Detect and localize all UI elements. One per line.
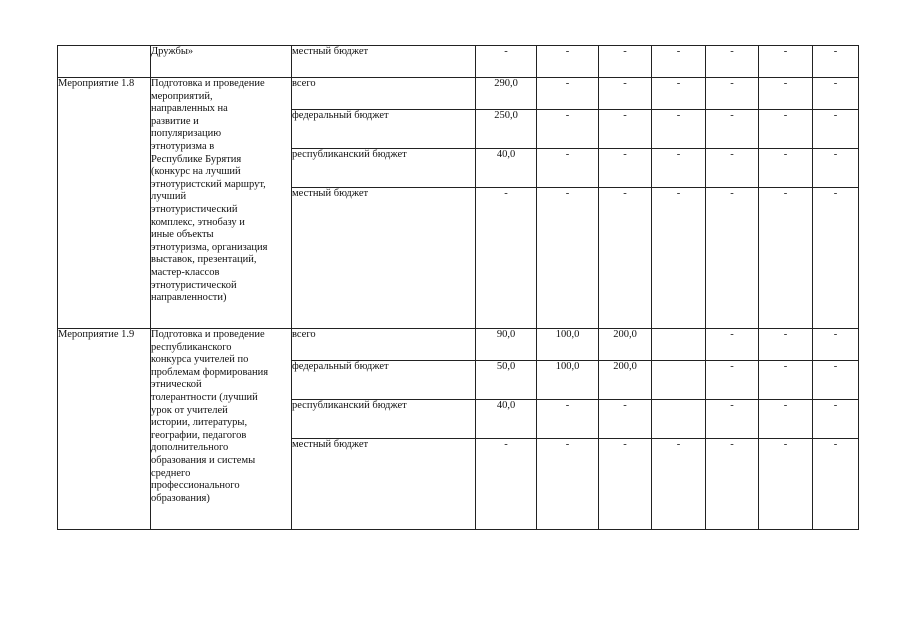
measure-name-cell xyxy=(151,329,292,530)
value-cell: 250,0 xyxy=(476,110,537,149)
measure-id-cell: Мероприятие 1.8 xyxy=(58,78,151,329)
funding-source-cell: республиканский бюджет xyxy=(292,149,476,188)
value-cell: - xyxy=(706,361,759,400)
funding-source-cell: всего xyxy=(292,78,476,110)
value-cell: - xyxy=(759,400,813,439)
measure-name-line: мастер-классов xyxy=(151,266,220,278)
measure-name-line: Республике Бурятия xyxy=(151,153,242,165)
table-row xyxy=(58,78,859,110)
value-cell: - xyxy=(759,149,813,188)
measure-name-line: этнотуристический xyxy=(151,203,238,215)
value-cell: - xyxy=(706,46,759,78)
value-cell: - xyxy=(537,400,599,439)
measure-id-cell xyxy=(58,46,151,78)
value-cell: 40,0 xyxy=(476,400,537,439)
value-cell: - xyxy=(759,329,813,361)
measure-name-line: (конкурс на лучший xyxy=(151,166,241,178)
measure-name-line: этнотуристский маршрут, xyxy=(151,178,266,190)
measure-name-line: Дружбы» xyxy=(151,46,194,57)
measure-name-line: развитие и xyxy=(151,115,199,127)
value-cell: - xyxy=(706,439,759,530)
value-cell: - xyxy=(652,149,706,188)
value-cell: - xyxy=(599,149,652,188)
value-cell: - xyxy=(652,78,706,110)
value-cell: - xyxy=(537,78,599,110)
value-cell: - xyxy=(599,110,652,149)
value-cell xyxy=(652,361,706,400)
measure-name-line: проблемам формирования xyxy=(151,366,269,378)
value-cell: - xyxy=(599,46,652,78)
value-cell: - xyxy=(599,439,652,530)
value-cell: - xyxy=(813,149,859,188)
measure-name-line: образования и системы xyxy=(151,454,256,466)
value-cell: - xyxy=(652,188,706,329)
value-cell: - xyxy=(476,439,537,530)
value-cell: - xyxy=(759,439,813,530)
funding-source-cell: всего xyxy=(292,329,476,361)
measure-name-line: выставок, презентаций, xyxy=(151,254,257,266)
funding-source-cell: местный бюджет xyxy=(292,439,476,530)
value-cell: - xyxy=(706,149,759,188)
value-cell: - xyxy=(652,439,706,530)
funding-source-cell: местный бюджет xyxy=(292,46,476,78)
value-cell: - xyxy=(706,400,759,439)
value-cell: - xyxy=(759,46,813,78)
funding-source-cell: республиканский бюджет xyxy=(292,400,476,439)
value-cell: 100,0 xyxy=(537,329,599,361)
value-cell: 290,0 xyxy=(476,78,537,110)
value-cell: - xyxy=(599,78,652,110)
value-cell: 100,0 xyxy=(537,361,599,400)
value-cell: 90,0 xyxy=(476,329,537,361)
value-cell: - xyxy=(537,110,599,149)
measure-name-line: дополнительного xyxy=(151,442,229,454)
measure-name-line: лучший xyxy=(151,191,187,203)
value-cell: - xyxy=(759,361,813,400)
measure-name-line: направленных на xyxy=(151,103,228,115)
value-cell: - xyxy=(476,188,537,329)
measure-name-line: мероприятий, xyxy=(151,90,213,102)
table-body xyxy=(58,46,859,530)
value-cell: - xyxy=(652,46,706,78)
measure-name-cell xyxy=(151,46,292,78)
value-cell: - xyxy=(706,329,759,361)
value-cell: - xyxy=(813,46,859,78)
measure-name-line: этнотуризма, организация xyxy=(151,241,268,253)
funding-source-cell: федеральный бюджет xyxy=(292,110,476,149)
measure-name-line: направленности) xyxy=(151,292,227,304)
measure-name-line: комплекс, этнобазу и xyxy=(151,216,245,228)
measure-name-line: урок от учителей xyxy=(151,404,228,416)
measure-name-line: этнической xyxy=(151,379,202,391)
measure-name-line: этнотуризма в xyxy=(151,140,215,152)
value-cell: 200,0 xyxy=(599,361,652,400)
measure-name-line: среднего xyxy=(151,467,191,479)
measure-name-line: толерантности (лучший xyxy=(151,391,258,403)
value-cell: - xyxy=(652,110,706,149)
funding-source-cell: федеральный бюджет xyxy=(292,361,476,400)
value-cell xyxy=(652,329,706,361)
value-cell: - xyxy=(813,78,859,110)
measure-name-line: образования) xyxy=(151,492,210,504)
value-cell: - xyxy=(706,188,759,329)
value-cell: 50,0 xyxy=(476,361,537,400)
value-cell: - xyxy=(599,188,652,329)
measure-name-line: географии, педагогов xyxy=(151,429,247,441)
measure-name-line: иные объекты xyxy=(151,229,214,241)
funding-source-cell: местный бюджет xyxy=(292,188,476,329)
budget-table xyxy=(57,45,859,530)
value-cell: - xyxy=(813,110,859,149)
measure-name-line: этнотуристической xyxy=(151,279,237,291)
measure-name-line: популяризацию xyxy=(151,128,222,140)
value-cell: - xyxy=(476,46,537,78)
measure-name-line: конкурса учителей по xyxy=(151,354,249,366)
value-cell: - xyxy=(813,188,859,329)
value-cell: - xyxy=(813,361,859,400)
value-cell: - xyxy=(813,439,859,530)
value-cell: - xyxy=(599,400,652,439)
measure-name-line: республиканского xyxy=(151,341,232,353)
value-cell: - xyxy=(537,46,599,78)
table-row xyxy=(58,46,859,78)
value-cell: - xyxy=(759,78,813,110)
value-cell: - xyxy=(706,78,759,110)
table-row xyxy=(58,329,859,361)
value-cell: 40,0 xyxy=(476,149,537,188)
value-cell: - xyxy=(537,149,599,188)
value-cell: - xyxy=(759,188,813,329)
value-cell: - xyxy=(537,439,599,530)
value-cell: - xyxy=(813,400,859,439)
measure-name-line: истории, литературы, xyxy=(151,417,248,429)
value-cell: - xyxy=(759,110,813,149)
value-cell xyxy=(652,400,706,439)
measure-name-line: Подготовка и проведение xyxy=(151,78,265,89)
measure-name-line: Подготовка и проведение xyxy=(151,329,265,340)
value-cell: - xyxy=(537,188,599,329)
measure-name-cell xyxy=(151,78,292,329)
measure-name-line: профессионального xyxy=(151,480,240,492)
value-cell: 200,0 xyxy=(599,329,652,361)
value-cell: - xyxy=(813,329,859,361)
value-cell: - xyxy=(706,110,759,149)
measure-id-cell: Мероприятие 1.9 xyxy=(58,329,151,530)
